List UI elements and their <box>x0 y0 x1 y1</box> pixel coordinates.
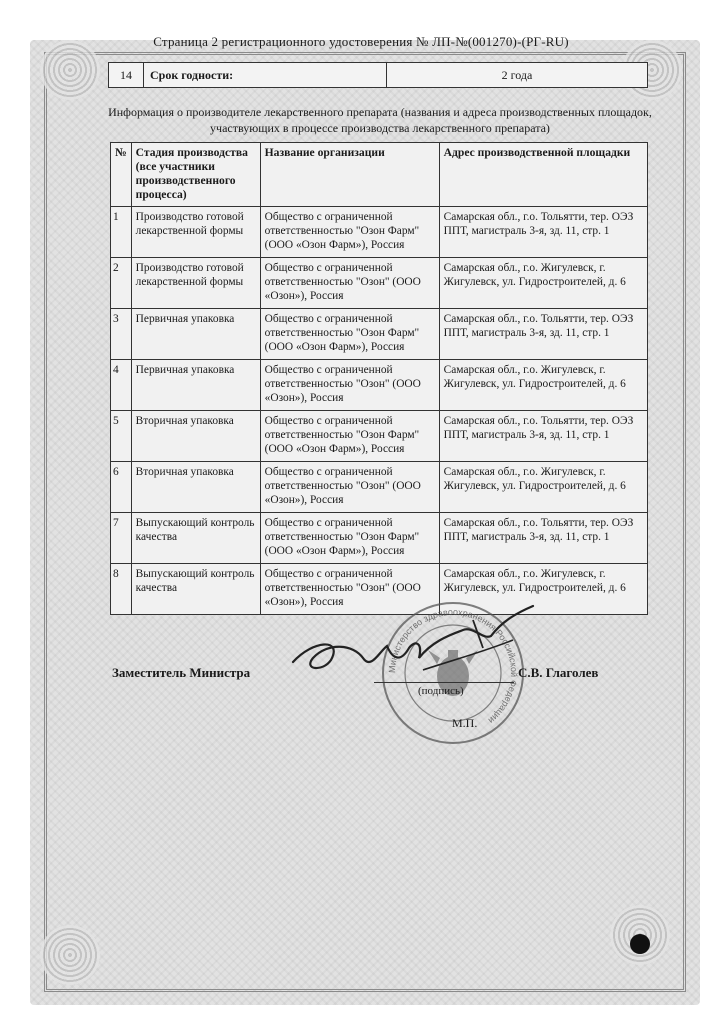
row-number: 6 <box>111 462 132 513</box>
seal-text: Министерство здравоохранения Российской Федерации <box>386 606 520 726</box>
row-number: 8 <box>111 564 132 615</box>
organization-cell: Общество с ограниченной ответственностью "Озон" (ООО «Озон»), Россия <box>260 564 439 615</box>
address-cell: Самарская обл., г.о. Тольятти, тер. ОЭЗ ППТ, магистраль 3-я, зд. 11, стр. 1 <box>439 309 647 360</box>
header-num: № <box>111 143 132 207</box>
address-cell: Самарская обл., г.о. Тольятти, тер. ОЭЗ ППТ, магистраль 3-я, зд. 11, стр. 1 <box>439 207 647 258</box>
organization-cell: Общество с ограниченной ответственностью "Озон Фарм" (ООО «Озон Фарм»), Россия <box>260 411 439 462</box>
shelf-life-value: 2 года <box>387 63 648 88</box>
page-header: Страница 2 регистрационного удостоверения № ЛП-№(001270)-(РГ-RU) <box>153 34 569 49</box>
manufacturer-info-heading: Информация о производителе лекарственного препарата (названия и адреса производственных площадок, участвующих в процессе производства лекарственного препарата) <box>108 105 652 135</box>
table-row <box>111 360 648 411</box>
table-row <box>111 411 648 462</box>
table-row <box>111 309 648 360</box>
address-cell: Самарская обл., г.о. Жигулевск, г. Жигулевск, ул. Гидростроителей, д. 6 <box>439 564 647 615</box>
stage-cell: Выпускающий контроль качества <box>131 564 260 615</box>
address-cell: Самарская обл., г.о. Тольятти, тер. ОЭЗ ППТ, магистраль 3-я, зд. 11, стр. 1 <box>439 411 647 462</box>
stage-cell: Вторичная упаковка <box>131 411 260 462</box>
rosette-ornament-icon <box>40 925 100 985</box>
manufacturer-table <box>110 142 648 615</box>
row-number: 3 <box>111 309 132 360</box>
organization-cell: Общество с ограниченной ответственностью "Озон" (ООО «Озон»), Россия <box>260 258 439 309</box>
signature-caption: (подпись) <box>418 685 464 697</box>
row-number: 1 <box>111 207 132 258</box>
organization-cell: Общество с ограниченной ответственностью "Озон Фарм" (ООО «Озон Фарм»), Россия <box>260 207 439 258</box>
row-number: 4 <box>111 360 132 411</box>
row-number: 5 <box>111 411 132 462</box>
row-number: 7 <box>111 513 132 564</box>
header-address: Адрес производственной площадки <box>439 143 647 207</box>
stage-cell: Производство готовой лекарственной формы <box>131 258 260 309</box>
table-row <box>111 513 648 564</box>
table-header-row <box>111 143 648 207</box>
table-row <box>109 63 648 88</box>
table-row <box>111 207 648 258</box>
address-cell: Самарская обл., г.о. Тольятти, тер. ОЭЗ ППТ, магистраль 3-я, зд. 11, стр. 1 <box>439 513 647 564</box>
organization-cell: Общество с ограниченной ответственностью "Озон" (ООО «Озон»), Россия <box>260 360 439 411</box>
address-cell: Самарская обл., г.о. Жигулевск, г. Жигулевск, ул. Гидростроителей, д. 6 <box>439 462 647 513</box>
shelf-life-label: Срок годности: <box>144 63 387 88</box>
organization-cell: Общество с ограниченной ответственностью "Озон Фарм" (ООО «Озон Фарм»), Россия <box>260 513 439 564</box>
row-number: 2 <box>111 258 132 309</box>
address-cell: Самарская обл., г.о. Жигулевск, г. Жигулевск, ул. Гидростроителей, д. 6 <box>439 360 647 411</box>
signatory-name: С.В. Глаголев <box>518 665 599 680</box>
row-number: 14 <box>109 63 144 88</box>
shelf-life-table <box>108 62 648 88</box>
organization-cell: Общество с ограниченной ответственностью "Озон" (ООО «Озон»), Россия <box>260 462 439 513</box>
table-row <box>111 258 648 309</box>
table-row <box>111 462 648 513</box>
stage-cell: Первичная упаковка <box>131 309 260 360</box>
stage-cell: Производство готовой лекарственной формы <box>131 207 260 258</box>
stage-cell: Выпускающий контроль качества <box>131 513 260 564</box>
organization-cell: Общество с ограниченной ответственностью "Озон Фарм" (ООО «Озон Фарм»), Россия <box>260 309 439 360</box>
signature-line <box>374 682 514 683</box>
punch-hole <box>630 934 650 954</box>
handwritten-signature <box>283 600 543 690</box>
address-cell: Самарская обл., г.о. Жигулевск, г. Жигулевск, ул. Гидростроителей, д. 6 <box>439 258 647 309</box>
stage-cell: Вторичная упаковка <box>131 462 260 513</box>
signatory-role: Заместитель Министра <box>112 665 251 680</box>
header-stage: Стадия производства (все участники производственного процесса) <box>131 143 260 207</box>
header-organization: Название организации <box>260 143 439 207</box>
stamp-place-label: М.П. <box>452 716 478 730</box>
stage-cell: Первичная упаковка <box>131 360 260 411</box>
